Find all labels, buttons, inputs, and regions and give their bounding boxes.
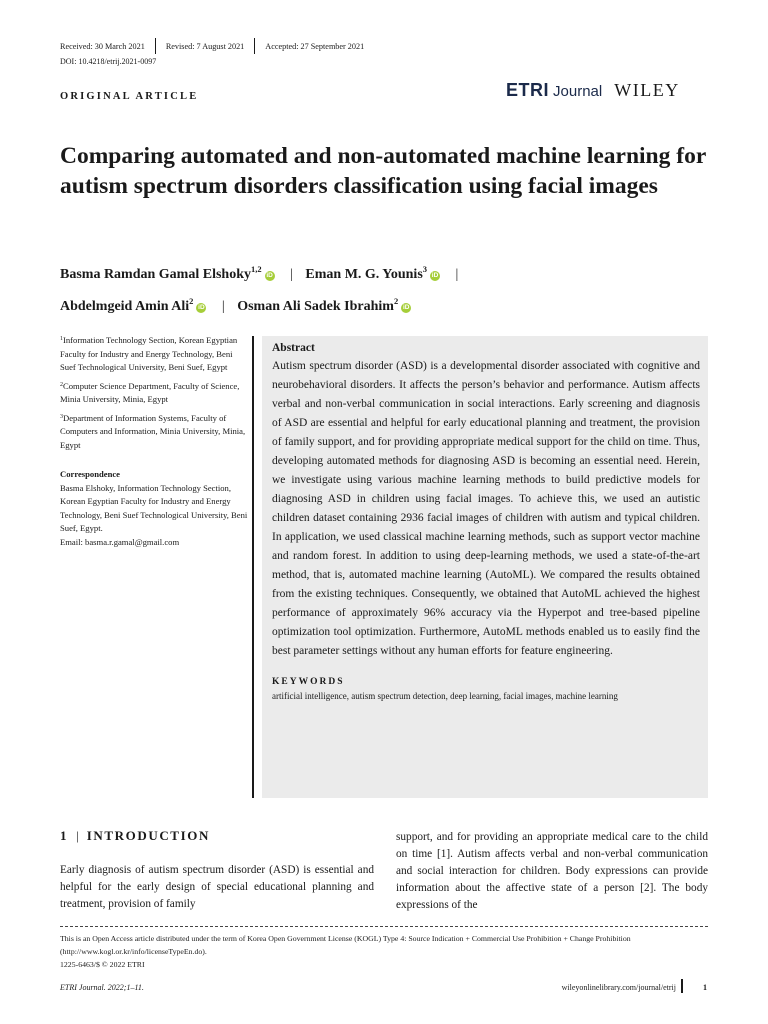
doi[interactable]: DOI: 10.4218/etrij.2021-0097 — [60, 57, 157, 66]
article-type: ORIGINAL ARTICLE — [60, 91, 199, 102]
body-text-right: support, and for providing an appropriate medical care to the child on time [1]. Autism affects verbal and non-verbal communication and social interaction for children. Body expressions can provide information about the affective state of a person [2]. The body expressions of the — [396, 831, 708, 911]
divider — [254, 38, 255, 54]
page-number: 1 — [703, 983, 707, 992]
affiliation: $^2$Computer Science Department, Faculty of Science, Minia University, Minia, Egypt — [60, 380, 240, 404]
author[interactable]: Osman Ali Sadek Ibrahim$^2$ — [237, 296, 399, 314]
correspondence-text: Basma Elshoky, Information Technology Section, Korean Egyptian Faculty for Industry and Energy Technology, Beni Suef Technological University, Beni Suef, Egypt. — [60, 482, 248, 533]
keywords-text: artificial intelligence, autism spectrum detection, deep learning, facial images, machine learning — [272, 691, 618, 701]
correspondence-email[interactable]: Email: basma.r.gamal@gmail.com — [60, 536, 180, 547]
revised-date: Revised: 7 August 2021 — [165, 41, 245, 51]
license-text: This is an Open Access article distributed under the term of Korea Open Government License (KOGL) Type 4: Source Indication + Commercial Use Prohibition + Change Prohibition (http://www.kogl.or.kr/info/licenseTypeEn.do). — [60, 934, 631, 956]
journal-reference: ETRI Journal. 2022;1–11. — [60, 983, 144, 992]
correspondence-heading: Correspondence — [60, 469, 120, 479]
section-number: 1 — [60, 828, 69, 843]
received-date: Received: 30 March 2021 — [60, 41, 145, 51]
journal-url[interactable]: wileyonlinelibrary.com/journal/etrij — [561, 983, 676, 992]
affiliations — [60, 333, 248, 549]
journal-brand — [506, 80, 680, 101]
orcid-icon[interactable]: iD — [402, 304, 410, 311]
etri-logo: ETRI — [506, 80, 550, 100]
author[interactable]: Basma Ramdan Gamal Elshoky$^{1,2}$ — [60, 264, 262, 282]
author-separator: | — [290, 267, 293, 282]
orcid-icon[interactable]: iD — [198, 304, 205, 311]
footer-rule — [681, 979, 683, 993]
paper-title: Comparing automated and non-automated machine learning for autism spectrum disorders classification using facial images — [60, 143, 706, 199]
abstract-box — [262, 336, 708, 798]
section-heading — [60, 828, 210, 844]
author-separator: | — [455, 267, 459, 282]
body-text-left: Early diagnosis of autism spectrum disorder (ASD) is essential and helpful for the early design of special educational planning and treatment, provision of family — [60, 864, 374, 910]
publication-dates — [60, 38, 364, 54]
author-list — [60, 256, 720, 320]
affiliation: $^3$Department of Information Systems, Faculty of Computers and Information, Minia University, Minia, Egypt — [60, 412, 246, 450]
footnote-rule — [60, 926, 708, 927]
license-footnote — [60, 932, 710, 971]
wiley-logo: WILEY — [614, 80, 680, 100]
keywords-heading: KEYWORDS — [272, 677, 345, 687]
author[interactable]: Eman M. G. Younis$^3$ — [305, 264, 428, 282]
affiliation: $^1$Information Technology Section, Korean Egyptian Faculty for Industry and Energy Technology, Beni Suef Technological University, Beni Suef, Egypt — [60, 335, 238, 372]
abstract-heading: Abstract — [272, 342, 315, 354]
journal-logo-text: Journal — [553, 83, 603, 100]
author[interactable]: Abdelmgeid Amin Ali$^2$ — [60, 296, 194, 314]
section-pipe: | — [76, 828, 79, 843]
abstract-text: Autism spectrum disorder (ASD) is a developmental disorder associated with cognitive and neurobehavioral disorders. It affects the person’s behavior and performance. Autism affects verbal and non-verbal communication in social interactions. Early screening and diagnosis of ASD are essential and helpful for early educational planning and treatment, the provision of family support, and for providing appropriate medical support for the child on time. Thus, developing automated methods for diagnosing ASD is becoming an essential need. Herein, we investigate using various machine learning methods to build predictive models for diagnosing ASD in children using facial images. To achieve this, we used an autistic children dataset containing 2936 facial images of children with autism and typical children. In application, we used classical machine learning methods, such as support vector machine and random forest. In addition to using deep-learning methods, we used a state-of-the-art method, that is, automated machine learning (AutoML). We compared the results obtained from the existing techniques. Consequently, we obtained that AutoML achieved the highest performance of approximately 96% accuracy via the Hyperpot and tree-based pipeline optimization tool optimization. Furthermore, AutoML methods enabled us to easily find the best parameter settings without any human efforts for feature engineering. — [272, 360, 700, 657]
orcid-icon[interactable]: iD — [431, 272, 439, 279]
accepted-date: Accepted: 27 September 2021 — [265, 41, 365, 51]
abstract-rule — [252, 336, 254, 798]
divider — [155, 38, 156, 54]
section-title: INTRODUCTION — [86, 828, 210, 843]
author-separator: | — [221, 299, 225, 314]
orcid-icon[interactable]: iD — [266, 272, 273, 279]
copyright-text: 1225-6463/$ © 2022 ETRI — [60, 960, 145, 969]
